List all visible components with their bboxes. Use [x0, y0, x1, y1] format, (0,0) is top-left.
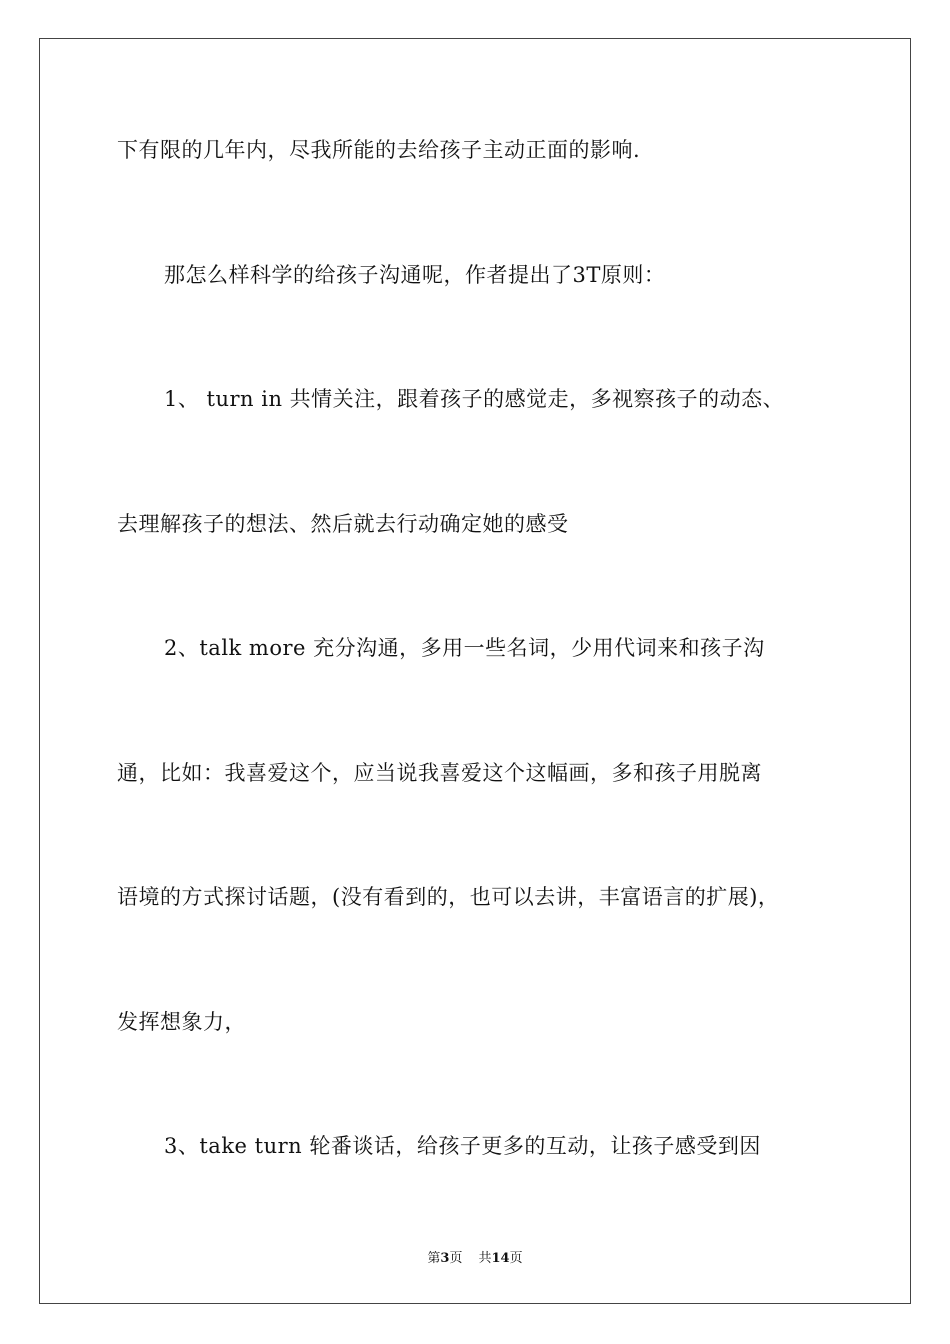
total-suffix: 页 [509, 1251, 523, 1266]
page-total: 14 [491, 1251, 510, 1266]
text-line-2: 那怎么样科学的给孩子沟通呢，作者提出了3T原则： [164, 263, 666, 287]
text-line-5: 2、talk more 充分沟通，多用一些名词，少用代词来和孩子沟 [164, 636, 765, 660]
text-line-3: 1、 turn in 共情关注，跟着孩子的感觉走，多视察孩子的动态、 [164, 387, 785, 411]
page-border [39, 38, 911, 1304]
page-suffix: 页 [449, 1251, 463, 1266]
text-line-4: 去理解孩子的想法、然后就去行动确定她的感受 [117, 512, 569, 536]
text-line-8: 发挥想象力， [117, 1010, 246, 1034]
text-line-7: 语境的方式探讨话题，(没有看到的，也可以去讲，丰富语言的扩展)， [117, 885, 780, 909]
text-line-9: 3、take turn 轮番谈话，给孩子更多的互动，让孩子感受到因 [164, 1134, 761, 1158]
page-footer [0, 1247, 950, 1266]
total-prefix: 共 [478, 1251, 492, 1266]
text-line-6: 通，比如：我喜爱这个，应当说我喜爱这个这幅画，多和孩子用脱离 [117, 761, 762, 785]
page-current: 3 [440, 1251, 450, 1266]
text-line-1: 下有限的几年内，尽我所能的去给孩子主动正面的影响. [117, 138, 641, 162]
page-prefix: 第 [427, 1251, 441, 1266]
